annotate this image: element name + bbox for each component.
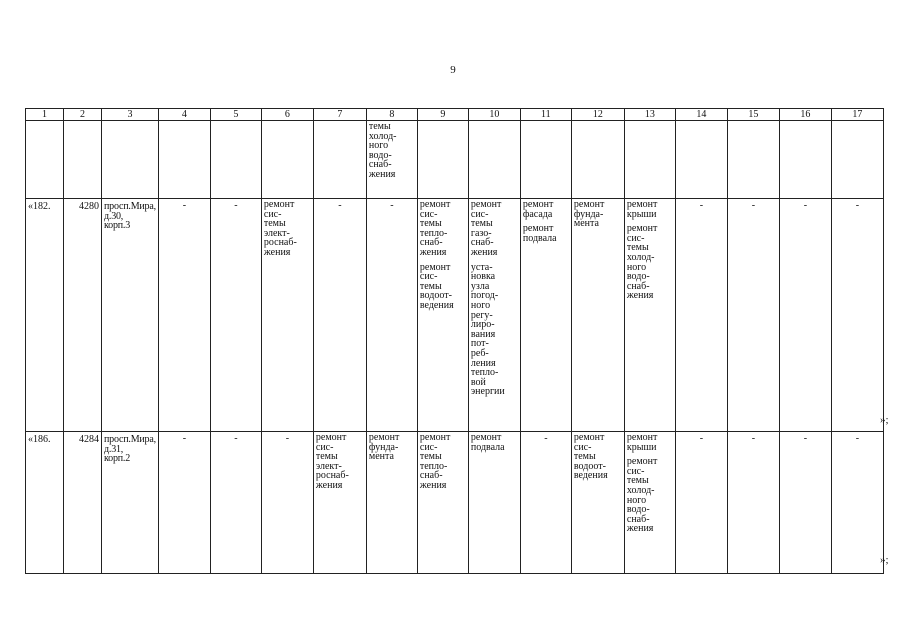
row-number: «182. — [26, 199, 64, 432]
cell: - — [831, 199, 883, 432]
work-item: ремонт фасада — [522, 199, 554, 220]
column-header: 4 — [158, 109, 210, 121]
address-text: просп.Мира, д.31, корп.2 — [104, 434, 156, 465]
column-header: 5 — [210, 109, 261, 121]
cell — [261, 199, 313, 432]
cell — [520, 199, 571, 432]
cell — [417, 199, 468, 432]
work-item: ремонт крыши — [626, 199, 658, 220]
cell: - — [313, 199, 366, 432]
work-item: ремонт крыши — [626, 432, 658, 453]
work-item: ремонт сис- темы элект- роснаб- жения — [315, 432, 349, 491]
work-item: уста- новка узла погод- ного регу- лиро- вания пот- реб- ления тепло- вой энергии — [470, 261, 505, 398]
header-row — [26, 109, 884, 121]
column-header: 1 — [26, 109, 64, 121]
cell — [571, 199, 624, 432]
column-header: 8 — [366, 109, 417, 121]
column-header: 16 — [779, 109, 831, 121]
work-item: ремонт сис- темы холод- ного водо- снаб- жения — [626, 456, 658, 535]
table-row — [26, 432, 884, 574]
cell — [468, 432, 520, 574]
cell — [313, 432, 366, 574]
page-number: 9 — [450, 64, 456, 76]
work-item: ремонт сис- темы холод- ного водо- снаб- жения — [626, 223, 658, 302]
row-number: «186. — [26, 432, 64, 574]
cell — [624, 432, 675, 574]
cell: - — [158, 199, 210, 432]
work-item: ремонт сис- темы водоот- ведения — [419, 261, 454, 311]
cell: - — [366, 199, 417, 432]
column-header: 13 — [624, 109, 675, 121]
address-cell — [102, 199, 159, 432]
address-cell — [102, 432, 159, 574]
work-item: ремонт фунда- мента — [368, 432, 400, 463]
cell-text: темы холод- ного водо- снаб- жения — [368, 121, 397, 180]
column-header: 7 — [313, 109, 366, 121]
column-header: 12 — [571, 109, 624, 121]
cell: - — [779, 432, 831, 574]
column-header: 11 — [520, 109, 571, 121]
cell: - — [831, 432, 883, 574]
cell: - — [210, 432, 261, 574]
closing-quote-mark: »; — [880, 554, 889, 566]
cell: - — [727, 199, 779, 432]
work-item: ремонт фунда- мента — [573, 199, 605, 230]
work-item: ремонт подвала — [470, 432, 505, 453]
repair-schedule-table — [25, 108, 884, 574]
cell: - — [675, 199, 727, 432]
work-item: ремонт сис- темы газо- снаб- жения — [470, 199, 502, 258]
column-header: 9 — [417, 109, 468, 121]
column-header: 3 — [102, 109, 159, 121]
object-code: 4284 — [64, 432, 102, 574]
cell — [624, 199, 675, 432]
work-item: ремонт сис- темы водоот- ведения — [573, 432, 608, 482]
cell: - — [779, 199, 831, 432]
cell — [366, 432, 417, 574]
continuation-cell — [366, 121, 417, 199]
cell: - — [520, 432, 571, 574]
cell: - — [675, 432, 727, 574]
work-item: ремонт подвала — [522, 223, 557, 244]
column-header: 6 — [261, 109, 313, 121]
cell: - — [210, 199, 261, 432]
table-row — [26, 199, 884, 432]
work-item: ремонт сис- темы тепло- снаб- жения — [419, 199, 451, 258]
work-item: ремонт сис- темы тепло- снаб- жения — [419, 432, 451, 491]
continuation-row — [26, 121, 884, 199]
cell — [417, 432, 468, 574]
cell — [571, 432, 624, 574]
closing-quote-mark: »; — [880, 414, 889, 426]
cell: - — [261, 432, 313, 574]
cell: - — [158, 432, 210, 574]
column-header: 15 — [727, 109, 779, 121]
column-header: 2 — [64, 109, 102, 121]
address-text: просп.Мира, д.30, корп.3 — [104, 201, 156, 232]
object-code: 4280 — [64, 199, 102, 432]
work-item: ремонт сис- темы элект- роснаб- жения — [263, 199, 297, 258]
column-header: 10 — [468, 109, 520, 121]
cell: - — [727, 432, 779, 574]
column-header: 17 — [831, 109, 883, 121]
cell — [468, 199, 520, 432]
column-header: 14 — [675, 109, 727, 121]
